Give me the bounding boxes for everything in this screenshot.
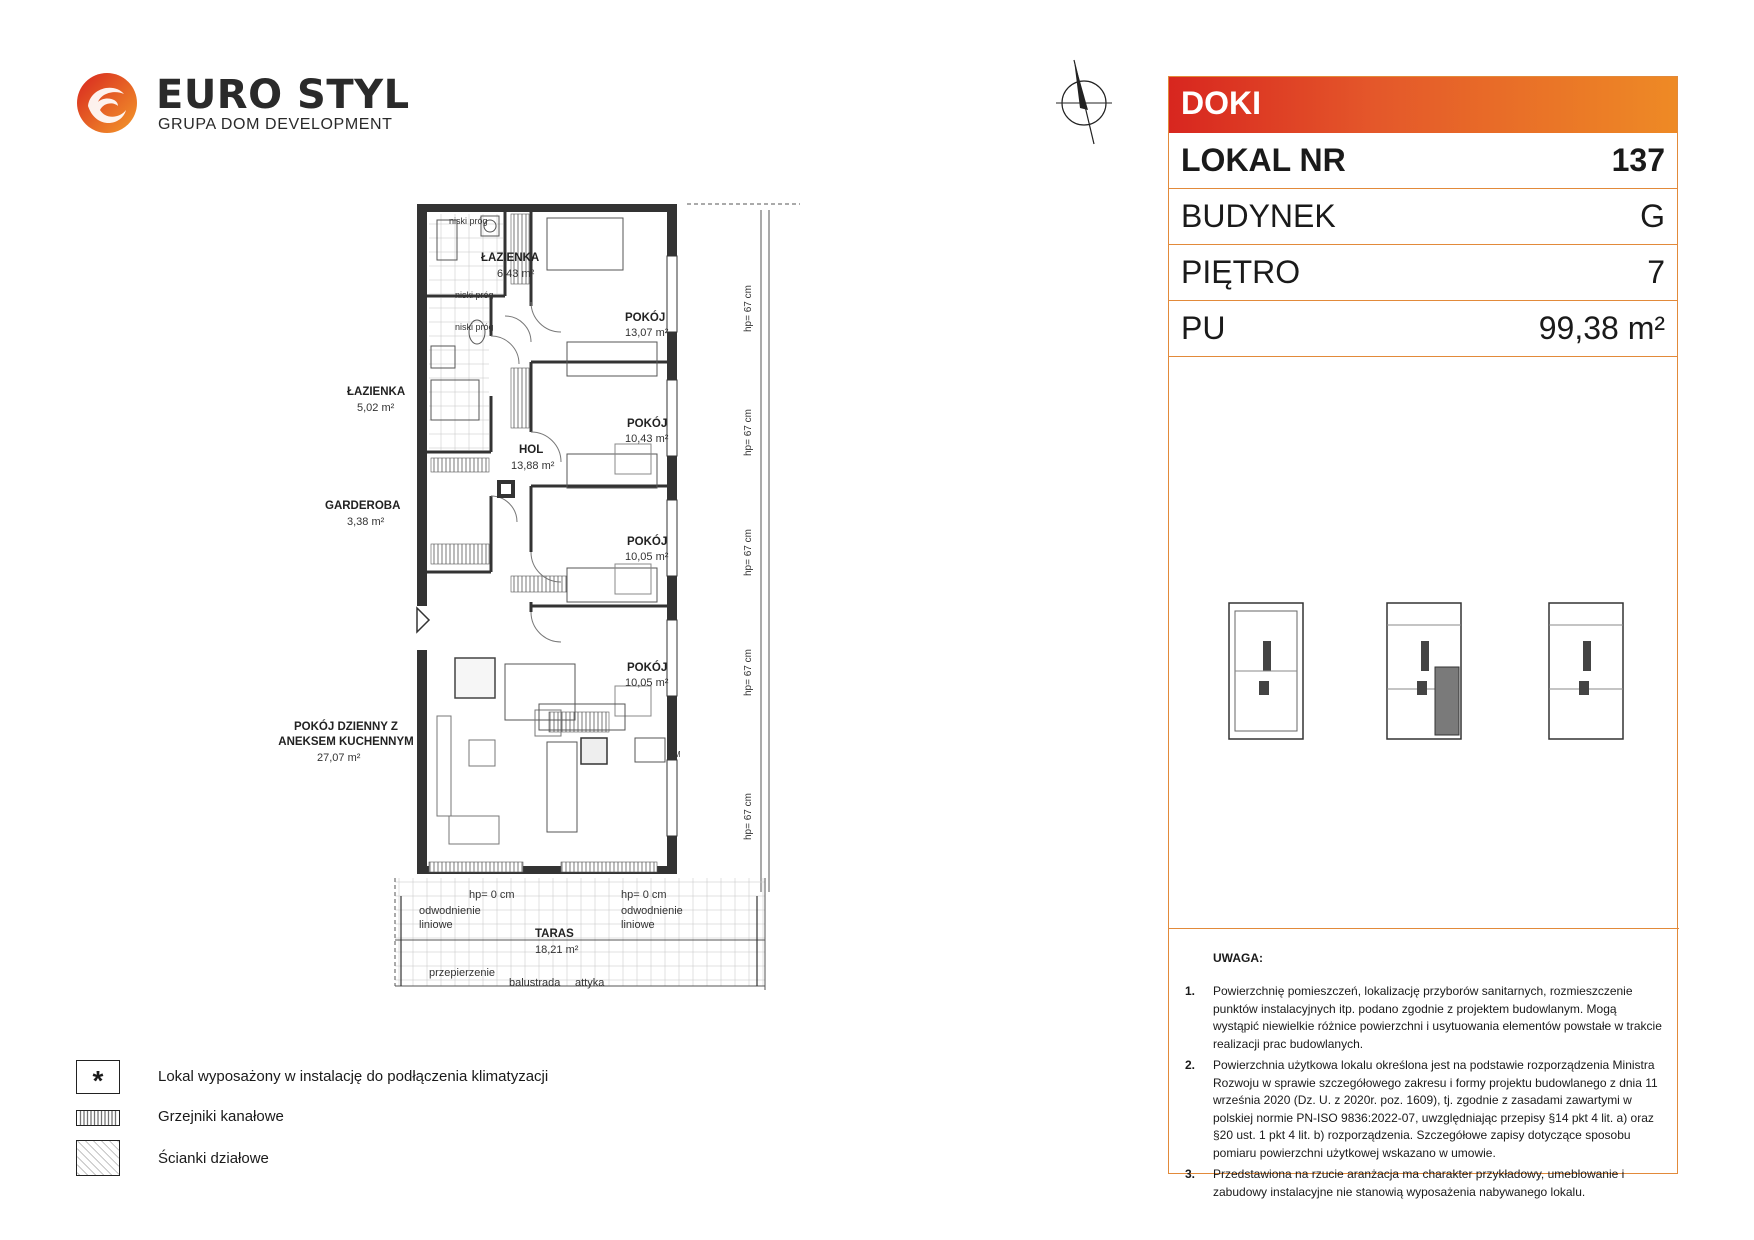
legend	[76, 1060, 636, 1180]
legend-text: Grzejniki kanałowe	[158, 1108, 284, 1125]
usable-area-row	[1169, 301, 1677, 357]
building-key-plans	[1169, 357, 1679, 929]
note-linear-drain-right: odwodnienie liniowe	[621, 905, 683, 931]
room-area-bedroom-2: 10,43 m²	[625, 433, 669, 445]
legend-item-channel-radiators	[76, 1108, 636, 1144]
note-hp-window-4: hp= 67 cm	[743, 649, 754, 696]
legend-text: Ścianki działowe	[158, 1150, 269, 1167]
room-name-bathroom-2: ŁAZIENKA	[347, 386, 406, 398]
note-hp-window-1: hp= 67 cm	[743, 285, 754, 332]
note-balustrade: balustrada	[509, 977, 561, 989]
euro-styl-logo	[74, 70, 410, 142]
note-number: 1.	[1185, 984, 1196, 998]
note-linear-drain-left: odwodnienie liniowe	[419, 905, 481, 931]
legend-item-partition-walls	[76, 1140, 636, 1176]
logo-subtitle: GRUPA DOM DEVELOPMENT	[158, 116, 393, 133]
note-parapet: attyka	[575, 977, 605, 989]
note-item	[1185, 1057, 1663, 1162]
note-hp-window-2: hp= 67 cm	[743, 409, 754, 456]
note-text: Powierzchnia użytkowa lokalu określona jest na podstawie rozporządzenia Ministra Rozwoju w sprawie szczegółowego zakresu i formy projektu budowlanego z dnia 11 września 2020 (Dz. U. z 2020r. poz. 1609), tj. zgodnie z zasadami zawartymi w polskiej normie PN-ISO 9836:2022-07, uwzględniając przepisy §14 pkt 4 lit. a) oraz §20 ust. 1 pkt 4 lit. b) rozporządzenia. Szczegółowe zapisy dotyczące sposobu pomiaru powierzchni użytkowej wskazano w umowie.	[1213, 1058, 1658, 1160]
key-plan-2	[1385, 601, 1463, 741]
euro-styl-logo-icon	[74, 70, 140, 136]
apartment-number-label: LOKAL NR	[1181, 142, 1346, 178]
key-plan-1	[1227, 601, 1305, 741]
apartment-number-value: 137	[1611, 142, 1665, 178]
room-area-hall: 13,88 m²	[511, 460, 555, 472]
building-value: G	[1640, 198, 1665, 234]
note-hp-window-5: hp= 67 cm	[743, 793, 754, 840]
room-area-bathroom-2: 5,02 m²	[357, 402, 395, 414]
apartment-info-panel	[1168, 76, 1678, 1199]
legend-item-air-conditioning	[76, 1060, 636, 1096]
note-text: Przedstawiona na rzucie aranżacja ma charakter przykładowy, umeblowanie i zabudowy instalacyjne nie stanowią wyposażenia nabywanego lokalu.	[1213, 1167, 1625, 1199]
note-low-threshold-3: niski próg	[455, 322, 494, 332]
building-label: BUDYNEK	[1181, 198, 1336, 234]
room-name-living-kitchen: POKÓJ DZIENNY Z ANEKSEM KUCHENNYM	[278, 721, 414, 748]
note-item	[1185, 1166, 1663, 1201]
notes-title: UWAGA:	[1213, 951, 1263, 965]
note-hp-window-3: hp= 67 cm	[743, 529, 754, 576]
note-hp-terrace-left: hp= 0 cm	[469, 889, 515, 901]
room-name-bedroom-4: POKÓJ	[627, 662, 668, 674]
floor-value: 7	[1647, 254, 1665, 290]
room-area-wardrobe: 3,38 m²	[347, 516, 385, 528]
room-name-bathroom-1: ŁAZIENKA	[481, 252, 540, 264]
legend-text: Lokal wyposażony w instalację do podłączenia klimatyzacji	[158, 1068, 549, 1085]
room-name-wardrobe: GARDEROBA	[325, 500, 401, 512]
room-area-terrace: 18,21 m²	[535, 944, 579, 956]
channel-radiator-icon	[76, 1110, 120, 1126]
floor-row	[1169, 245, 1677, 301]
note-low-threshold-1: niski próg	[449, 216, 488, 226]
note-item	[1185, 983, 1663, 1053]
room-name-bedroom-3: POKÓJ	[627, 536, 668, 548]
room-area-bathroom-1: 6,43 m²	[497, 268, 535, 280]
room-name-terrace: TARAS	[535, 928, 574, 940]
usable-area-value: 99,38 m²	[1538, 310, 1665, 346]
room-name-bedroom-1: POKÓJ	[625, 312, 666, 324]
room-area-bedroom-4: 10,05 m²	[625, 677, 669, 689]
room-area-bedroom-3: 10,05 m²	[625, 551, 669, 563]
room-area-living-kitchen: 27,07 m²	[317, 752, 361, 764]
investment-name: DOKI	[1169, 77, 1677, 133]
note-text: Powierzchnię pomieszczeń, lokalizację przyborów sanitarnych, rozmieszczenie punktów instalacyjnych itp. podano zgodnie z projektem budowlanym. Mogą wystąpić niewielkie różnice powierzchni i usytuowania elementów powstałe w trakcie realizacji prac budowlanych.	[1213, 984, 1662, 1051]
note-number: 3.	[1185, 1167, 1196, 1181]
usable-area-label: PU	[1181, 310, 1226, 346]
room-area-bedroom-1: 13,07 m²	[625, 327, 669, 339]
floor-label: PIĘTRO	[1181, 254, 1301, 290]
building-row	[1169, 189, 1677, 245]
partition-wall-icon	[76, 1140, 120, 1176]
logo-name: EURO STYL	[156, 72, 410, 118]
note-dishwasher: ZM	[669, 750, 681, 759]
note-partition-screen: przepierzenie	[429, 967, 496, 979]
apartment-number-row	[1169, 133, 1677, 189]
north-arrow-icon	[1048, 58, 1120, 148]
note-hp-terrace-right: hp= 0 cm	[621, 889, 667, 901]
asterisk-icon: *	[76, 1060, 120, 1094]
notes-section	[1169, 929, 1679, 1199]
floor-plan	[278, 196, 815, 1044]
room-name-bedroom-2: POKÓJ	[627, 418, 668, 430]
room-name-hall: HOL	[519, 444, 544, 456]
note-low-threshold-2: niski próg	[455, 290, 494, 300]
key-plan-3	[1547, 601, 1625, 741]
note-number: 2.	[1185, 1058, 1196, 1072]
